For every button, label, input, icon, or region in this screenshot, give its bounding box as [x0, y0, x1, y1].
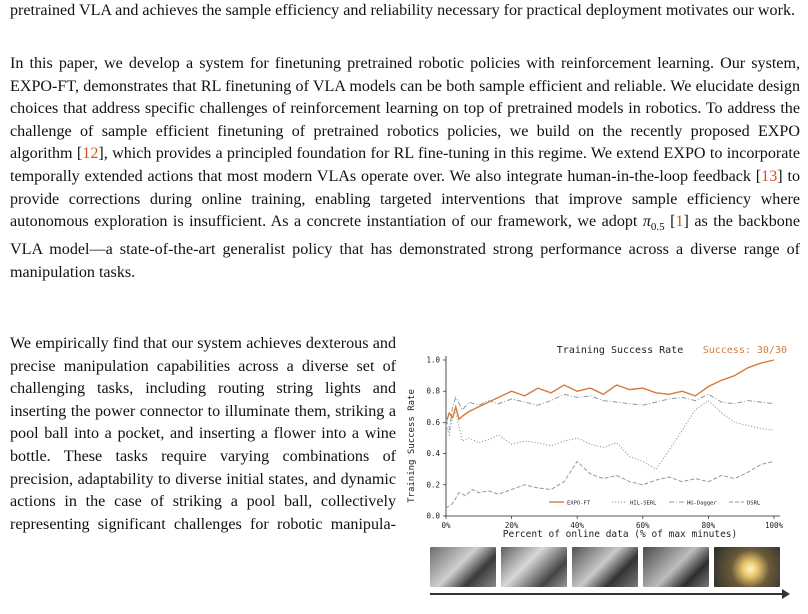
photo-frame-4: [643, 547, 709, 587]
text-run: ], which provides a principled foundation for RL fine-tuning in this regime. We extend EXPO to incorporate temporally extended actions that most modern VLAs operate over. We also integrate human-in-the-loop feedback [: [10, 145, 800, 185]
chart-annotation: Success: 30/30: [702, 345, 787, 356]
timeline-arrow-line: [430, 593, 784, 595]
x-tick-label: 60%: [636, 521, 650, 530]
series-line-hil-serl: [446, 401, 774, 470]
paragraph-system-overview: [10, 53, 800, 284]
photo-frame-2: [501, 547, 567, 587]
chart-legend: [549, 501, 761, 507]
legend-label: HIL-SERL: [630, 500, 657, 507]
photo-frame-3: [572, 547, 638, 587]
pi-subscript: 0.5: [650, 221, 665, 234]
x-axis-label: Percent of online data (% of max minutes): [502, 529, 738, 540]
y-tick-label: 1.0: [426, 355, 440, 365]
text-run: ] to provide corrections during online training, enabling targeted interventions that improve sample efficiency where autonomous exploration is insufficient. As a concrete instantiation of our framework, we adopt: [10, 167, 800, 231]
series-line-dsrl: [446, 461, 774, 508]
series-line-expo-ft: [446, 360, 774, 422]
x-tick-label: 80%: [701, 521, 716, 530]
paragraph-empirical-findings: We empirically find that our system achieves dexterous and precise manipulation capabilities across a diverse set of challenging tasks, including routing string lights and inserting the power connector to illuminate them, striking a pool ball into a pocket, and inserting a flower into a wine bottle. These tasks require varying combinations of precision, adaptability to diverse initial states, and dynamic actions in the case of striking a pool ball, collectively representing significant challenges for robotic manipula-: [10, 335, 396, 533]
y-tick-label: 0.0: [426, 511, 440, 521]
x-tick-label: 20%: [504, 521, 519, 530]
text-run: In this paper, we develop a system for finetuning pretrained robotic policies with reinforcement learning. Our system, EXPO-FT, demonstrates that RL finetuning of VLA models can be both sample efficient and reliable. We elucidate design choices that address specific challenges of reinforcement learning on top of pretrained models in robotics. To address the challenge of sample efficient finetuning of pretrained robotics policies, we build on the recently proposed EXPO algorithm [: [10, 55, 800, 163]
y-axis-label: Training Success Rate: [407, 389, 417, 503]
y-tick-label: 0.4: [426, 449, 440, 459]
citation-12-link[interactable]: 12: [82, 145, 99, 163]
y-tick-label: 0.2: [426, 480, 440, 490]
training-success-chart: [402, 338, 792, 546]
chart-title: Training Success Rate: [556, 345, 684, 356]
pi-symbol: [642, 213, 665, 234]
photo-frame-5: [714, 547, 780, 587]
timeline-arrow-icon: [782, 589, 790, 599]
legend-label: HG-Dagger: [687, 500, 717, 507]
x-tick-label: 100%: [764, 521, 784, 530]
y-tick-label: 0.6: [426, 417, 440, 427]
chart-series: [446, 360, 774, 508]
x-tick-label: 40%: [570, 521, 584, 530]
text-run: [: [664, 213, 676, 231]
text-run: ] as the backbone VLA model—a state-of-the-art generalist policy that has demonstrated strong performance across a diverse range of manipulation tasks.: [10, 213, 800, 281]
task-photo-strip: [430, 547, 790, 607]
photo-frame-1: [430, 547, 496, 587]
legend-label: EXPO-FT: [567, 500, 591, 507]
legend-label: DSRL: [747, 500, 761, 507]
citation-13-link[interactable]: 13: [761, 167, 778, 185]
citation-1-link[interactable]: 1: [675, 213, 684, 231]
pi-glyph: π: [642, 213, 651, 231]
paragraph-intro-tail: pretrained VLA and achieves the sample efficiency and reliability necessary for practical deployment motivates our work.: [10, 2, 796, 19]
x-tick-label: 0%: [441, 521, 451, 530]
y-tick-label: 0.8: [426, 386, 440, 396]
